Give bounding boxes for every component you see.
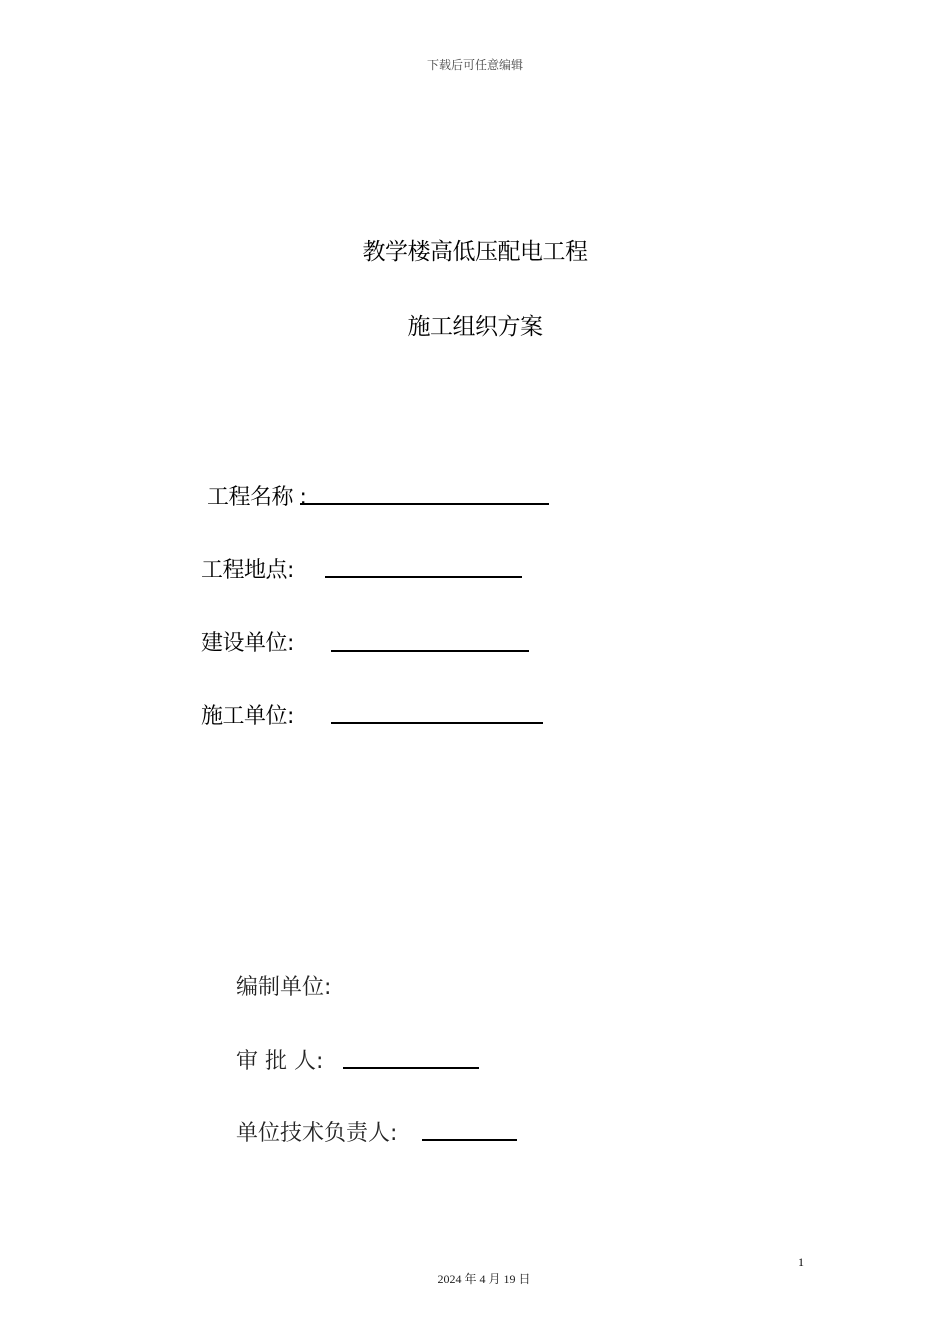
prepared-by-label: 编制单位: [236, 975, 332, 1000]
contractor-label: 施工单位: [201, 704, 294, 729]
page-header: 下载后可任意编辑 [426, 58, 523, 72]
project-name-label: 工程名称 : [207, 485, 307, 510]
project-name-blank [300, 503, 549, 505]
page-number: 1 [798, 1255, 804, 1269]
tech-lead-blank [422, 1139, 517, 1141]
page-footer-date: 2024 年 4 月 19 日 [437, 1272, 531, 1286]
approver-label: 审 批 人: [236, 1049, 324, 1074]
approver-blank [343, 1067, 479, 1069]
project-location-label: 工程地点: [201, 558, 294, 583]
tech-lead-label: 单位技术负责人: [236, 1121, 398, 1146]
document-subtitle: 施工组织方案 [407, 314, 543, 340]
client-blank [331, 650, 529, 652]
project-location-blank [325, 576, 522, 578]
contractor-blank [331, 722, 543, 724]
client-label: 建设单位: [201, 631, 294, 656]
document-title: 教学楼高低压配电工程 [362, 239, 588, 265]
